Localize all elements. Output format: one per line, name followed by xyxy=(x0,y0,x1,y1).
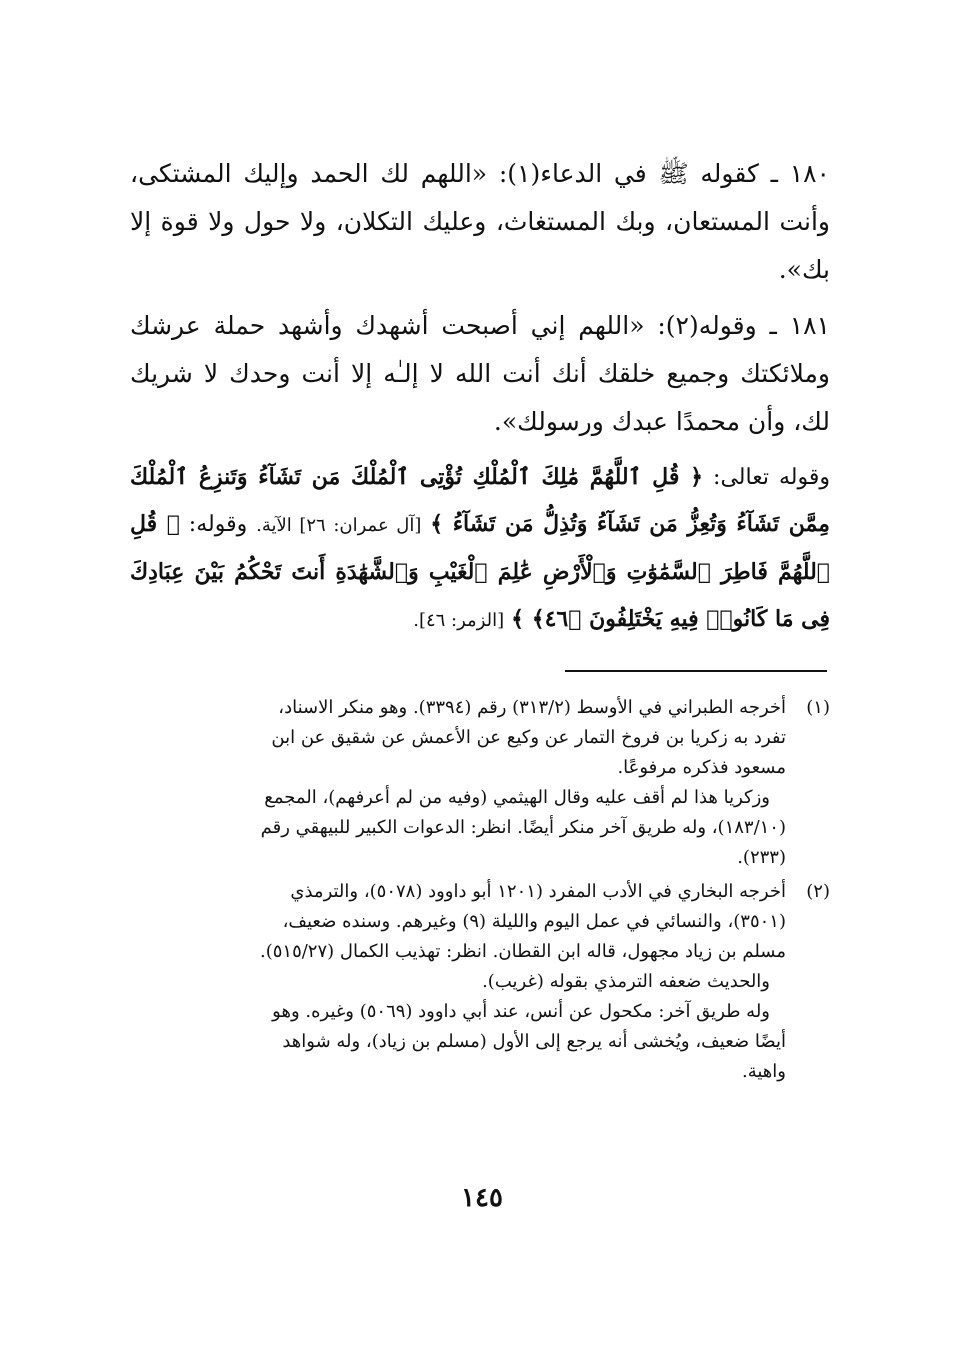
footnote-line: (١٨٣/١٠)، وله طريق آخر منكر أيضًا. انظر: الدعوات الكبير للبيهقي رقم xyxy=(260,817,786,838)
quran-citations xyxy=(130,454,830,644)
quran-ref-1: [آل عمران: ٢٦] الآية. xyxy=(256,515,422,536)
quran-verse-1: ﴿ قُلِ ٱللَّهُمَّ مَٰلِكَ ٱلْمُلْكِ تُؤْتِى ٱلْمُلْكَ مَن تَشَآءُ وَتَنزِعُ ٱلْمُلْكَ مِمَّن تَشَآءُ وَتُعِزُّ مَن تَشَآءُ وَتُذِلُّ مَن تَشَآءُ ﴾ xyxy=(130,464,830,537)
footnote-line: (٣٥٠١)، والنسائي في عمل اليوم والليلة (٩) وغيرهم. وسنده ضعيف، xyxy=(282,911,786,932)
footnote-line: مسلم بن زياد مجهول، قاله ابن القطان. انظر: تهذيب الكمال (٥١٥/٢٧). xyxy=(259,941,786,962)
footnote-body xyxy=(135,693,786,873)
page-number: ١٤٥ xyxy=(461,1183,503,1213)
footnote-line: (٢٣٣). xyxy=(737,847,786,868)
footnote-line: تفرد به زكريا بن فروخ التمار عن وكيع عن الأعمش عن شقيق عن ابن xyxy=(271,727,786,748)
quran-intro-1: وقوله تعالى: xyxy=(713,465,831,490)
footnote-line: واهية. xyxy=(742,1061,786,1082)
footnote-number: (١) xyxy=(806,697,830,718)
quran-ref-2: [الزمر: ٤٦]. xyxy=(413,610,505,631)
footnote-line: والحديث ضعفه الترمذي بقوله (غريب). xyxy=(482,971,770,992)
footnote-line: أيضًا ضعيف، ويُخشى أنه يرجع إلى الأول (مسلم بن زياد)، وله شواهد xyxy=(282,1031,786,1052)
footnote-line: أخرجه الطبراني في الأوسط (٣١٣/٢) رقم (٣٣٩٤). وهو منكر الاسناد، xyxy=(278,697,786,718)
footnotes xyxy=(135,693,830,1091)
footnote-line: أخرجه البخاري في الأدب المفرد (١٢٠١ أبو داوود (٥٠٧٨)، والترمذي xyxy=(290,881,786,902)
quran-intro-2: وقوله: xyxy=(188,512,248,537)
footnote-1 xyxy=(135,693,830,873)
quran-verse-2: ﴿ قُلِ ٱللَّهُمَّ فَاطِرَ ٱلسَّمَٰوَٰتِ وَٱلْأَرْضِ عَٰلِمَ ٱلْغَيْبِ وَٱلشَّهَٰدَةِ أَنتَ تَحْكُمُ بَيْنَ عِبَادِكَ فِى مَا كَانُوا۟ فِيهِ يَخْتَلِفُونَ ﴿٤٦﴾ ﴾ xyxy=(130,511,830,632)
footnote-line: وزكريا هذا لم أقف عليه وقال الهيثمي (وفيه من لم أعرفهم)، المجمع xyxy=(264,787,770,808)
footnote-line: مسعود فذكره مرفوعًا. xyxy=(617,757,786,778)
paragraph-180: ١٨٠ ـ كقوله ﷺ في الدعاء(١): «اللهم لك الحمد وإليك المشتكى، وأنت المستعان، وبك المستغاث، وعليك التكلان، ولا حول ولا قوة إلا بك». xyxy=(130,159,830,284)
footnote-line: وله طريق آخر: مكحول عن أنس، عند أبي داوود (٥٠٦٩) وغيره. وهو xyxy=(272,1001,770,1022)
footnote-2 xyxy=(135,877,830,1087)
footnote-divider xyxy=(565,670,827,672)
main-text xyxy=(130,150,830,644)
footnote-number: (٢) xyxy=(806,881,830,902)
footnote-body xyxy=(135,877,786,1087)
paragraph-181: ١٨١ ـ وقوله(٢): «اللهم إني أصبحت أشهدك وأشهد حملة عرشك وملائكتك وجميع خلقك أنك أنت الله لا إلـٰه إلا أنت وحدك لا شريك لك، وأن محمدًا عبدك ورسولك». xyxy=(130,311,830,436)
